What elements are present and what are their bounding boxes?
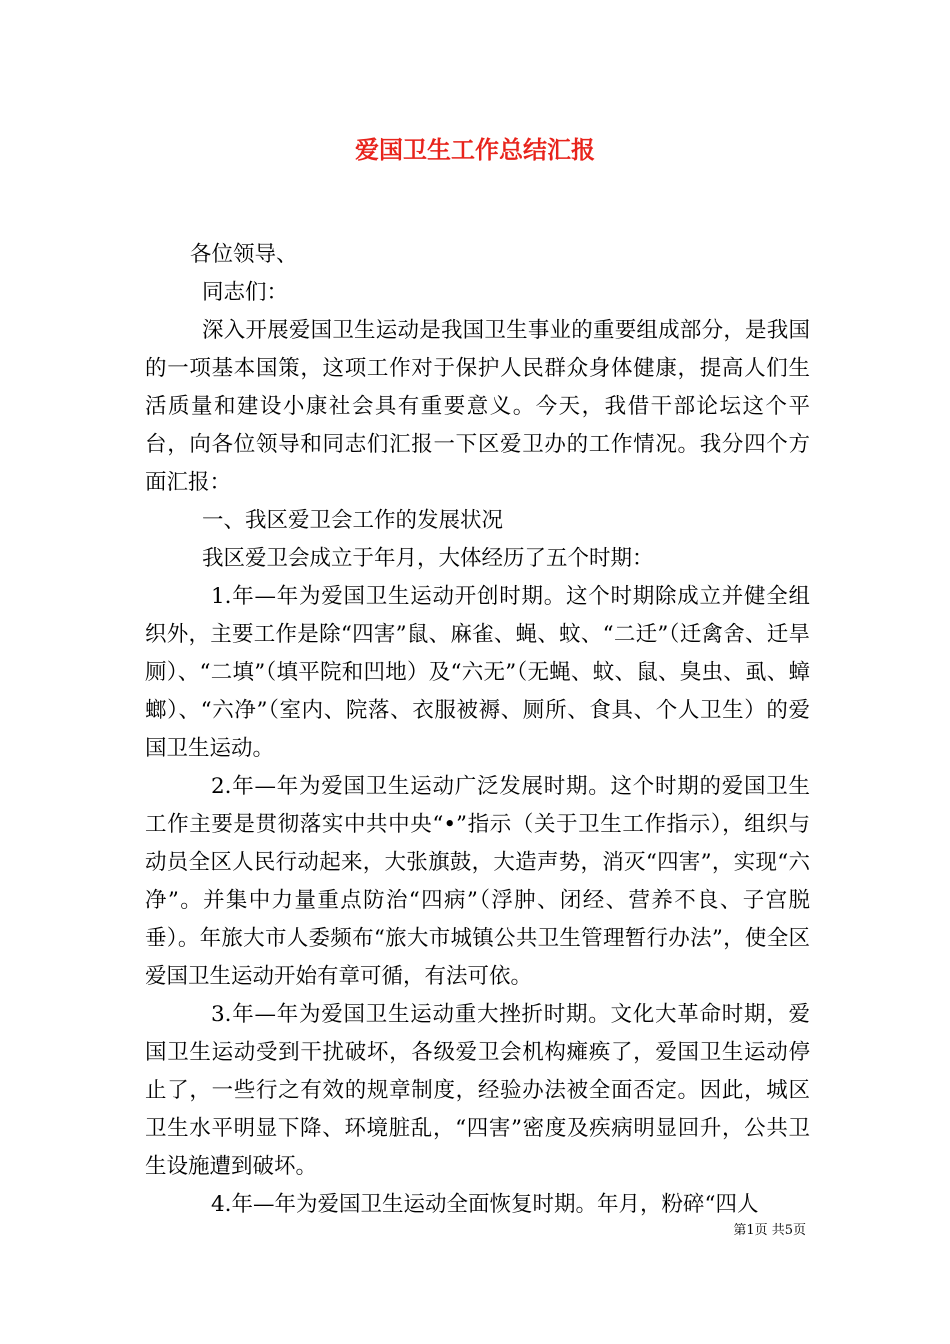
paragraph-overview: 我区爱卫会成立于年月，大体经历了五个时期：: [202, 546, 654, 571]
salutation-line-2: 同志们：: [202, 280, 289, 305]
document-body: [145, 236, 810, 1224]
page-number-footer: 第1页 共5页: [733, 1223, 806, 1238]
paragraph-period-2: 2.年—年为爱国卫生运动广泛发展时期。这个时期的爱国卫生工作主要是贯彻落实中共中央“•”指示（关于卫生工作指示），组织与动员全区人民行动起来，大张旗鼓，大造声势，消灭“四害”，实现“六净”。并集中力量重点防治“四病”（浮肿、闭经、营养不良、子宫脱垂）。年旅大市人委频布“旅大市城镇公共卫生管理暂行办法”，使全区爱国卫生运动开始有章可循，有法可依。: [145, 774, 810, 989]
paragraph-period-3: 3.年—年为爱国卫生运动重大挫折时期。文化大革命时期，爱国卫生运动受到干扰破坏，各级爱卫会机构瘫痪了，爱国卫生运动停止了，一些行之有效的规章制度，经验办法被全面否定。因此，城区卫生水平明显下降、环境脏乱，“四害”密度及疾病明显回升，公共卫生设施遭到破坏。: [145, 1002, 810, 1179]
section-heading-1: 一、我区爱卫会工作的发展状况: [202, 508, 504, 533]
paragraph-intro: 深入开展爱国卫生运动是我国卫生事业的重要组成部分，是我国的一项基本国策，这项工作对于保护人民群众身体健康，提高人们生活质量和建设小康社会具有重要意义。今天，我借干部论坛这个平台，向各位领导和同志们汇报一下区爱卫办的工作情况。我分四个方面汇报：: [145, 318, 810, 495]
salutation-line-1: 各位领导、: [190, 242, 298, 267]
document-title: 爱国卫生工作总结汇报: [355, 135, 595, 164]
paragraph-period-1: 1.年—年为爱国卫生运动开创时期。这个时期除成立并健全组织外，主要工作是除“四害”鼠、麻雀、蝇、蚊、“二迁”（迁禽舍、迁旱厕）、“二填”（填平院和凹地）及“六无”（无蝇、蚊、鼠、臭虫、虱、蟑螂）、“六净”（室内、院落、衣服被褥、厕所、食具、个人卫生）的爱国卫生运动。: [145, 584, 810, 761]
paragraph-period-4: 4.年—年为爱国卫生运动全面恢复时期。年月，粉碎“四人: [211, 1192, 759, 1217]
